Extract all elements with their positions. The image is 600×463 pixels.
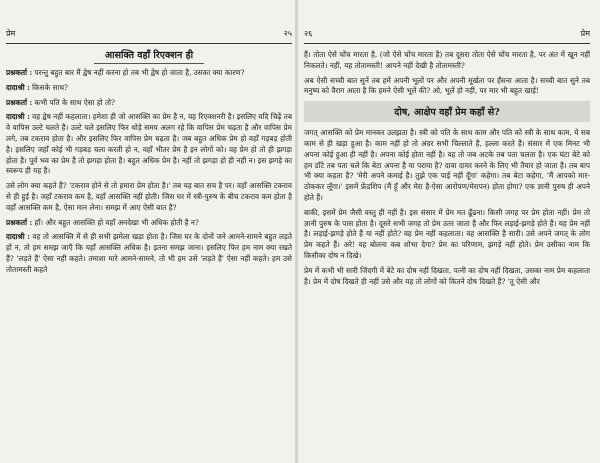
page-header [304,28,590,42]
running-title: प्रेम [580,29,590,38]
dialogue-text: वह तो आसक्ति में से ही सभी झमेला खड़ा होता है। जिस घर के दोनों जने आमने-सामने बहुत लड़ते हों न, तो हम समझ जाएँ कि यहाँ आसक्ति अधिक है। इतना समझ जाना। इसलिए फिर हम नाम क्या रखते हैं? 'लड़ते हैं' ऐसा नहीं कहते। तमाशा मारे आमने-सामने, तो भी हम उसे 'लड़ते हैं' ऐसा नहीं कहते। हम उसे तोतामस्ती कहते [6,232,292,274]
section-title: आसक्ति वहाँ रिएक्शन ही [104,50,194,61]
book-gutter [295,0,298,463]
dialogue-paragraph [6,112,292,177]
body-paragraph: अब ऐसी सच्ची बात सुनें तब हमें अपनी भूलों पर और अपनी मूर्खता पर हँसना आता है। सच्ची बात सुने तब मनुष्य को वैराग आता है कि हमने ऐसी भूलें की? ओ, भूलें हो नहीं, पर मार भी बहुत खाई! [304,75,590,96]
page-header [6,28,292,42]
title-underline [94,63,204,64]
body-paragraph [6,181,292,213]
dialogue-text: हाँ। और बहुत आसक्ति हो वहाँ अनदेखा भी अधिक होती है न? [34,217,199,227]
dialogue-text: किसके साथ? [32,82,68,92]
body-paragraph: हैं। तोता ऐसे चोंच मारता है, (जो ऐसे चोंच मारता है) तब दूसरा तोता ऐसे चोंच मारता है, पर अंत में खून नहीं निकलते। नहीं, यह तोतामस्ती! आपने नहीं देखी है तोतामस्ती? [304,50,590,70]
speaker-label: प्रश्नकर्ता : [6,68,33,77]
dialogue-text: परन्तु बहुत बार मैं द्वेष नहीं करना हो तब भी द्वेष हो जाता है, उसका क्या कारण? [34,68,245,77]
page-number: २५ [283,29,292,38]
paragraph-text: उसे लोग क्या कहते हैं? 'टकराव होने से तो हमारा प्रेम होता है।' तब यह बात सच है पर। वहाँ आसक्ति टकराव से ही हुई है। जहाँ टकराव कम है, वहाँ आसक्ति नहीं होती। जिस घर में स्त्री-पुरुष के बीच टकराव कम होता है वहाँ आसक्ति कम है, ऐसा मान लेना। समझ में आए ऐसी बात है? [6,181,292,212]
running-title: प्रेम [6,29,16,38]
dialogue-paragraph [6,232,292,275]
speaker-label: दादाश्री : [6,112,30,122]
section-title: दोष, आक्षेप वहाँ प्रेम कहाँ से? [304,101,590,122]
speaker-label: दादाश्री : [6,232,30,242]
dialogue-text: कभी पति के साथ ऐसा हो तो? [34,97,115,107]
body-paragraph: प्रेम में कभी भी सारी जिंदगी में बेटे का दोष नहीं दिखता, पत्नी का दोष नहीं दिखता, उसका नाम प्रेम कहलाता है। प्रेम में दोष दिखते ही नहीं उसे और यह तो लोगों को कितने दोष दिखते हैं? 'तू ऐसी और [304,265,590,286]
speaker-label: प्रश्नकर्ता : [6,97,33,107]
right-page [304,0,590,463]
dialogue-paragraph [6,98,292,109]
dialogue-paragraph [6,68,292,79]
left-page [6,0,292,463]
body-paragraph: जगत् आसक्ति को प्रेम मानकर उलझता है। स्त्री को पति के साथ काम और पति को स्त्री के साथ काम, ये सब काम से ही खड़ा हुआ है। काम नहीं हो तो अंदर सभी चिल्लाते हैं, हल्ला करते हैं। संसार में एक मिनट भी अपना कोई हुआ ही नहीं है। अपना कोई होता नहीं है। वह तो जब अटके तब पता चलता है। एक घंटा बेटे को हम डाँटे तब पता चले कि बेटा अपना है या पराया है? दावा दायर करने के लिए भी तैयार हो जाता है। तब बाप भी क्या कहता है? 'मेरी अपने कमाई है। तुझे एक पाई नहीं दूँगा' कहेगा। तब बेटा कहेगा, 'मैं आपको मार-ठोककर लूँगा।' इसमें फ्रेंडशिप (मैं हूँ और मेरा है-ऐसा आरोपण/मेरापन) होता होगा? एक ज्ञानी पुरुष ही अपने होते हैं। [304,128,590,202]
page-number: २६ [304,29,313,38]
speaker-label: दादाश्री : [6,82,30,92]
dialogue-text: वह द्वेष नहीं कहलाता। हमेशा ही जो आसक्ति का प्रेम है न, वह रिएक्शनरी है। इसलिए यदि चिढ़ें तब वे वापिस उल्टे चलते हैं। उल्टे चले इसलिए फिर थोड़े समय अलग रहे कि वापिस प्रेम चढ़ता है और वापिस प्रेम लगे, तब टकराव होता है। और इसलिए फिर वापिस प्रेम चढ़ता है। जब बहुत अधिक प्रेम हो वहाँ गड़बड़ होती है। इसलिए जहाँ कोई भी गड़बड़ चला करती हो न, वहाँ भीतर प्रेम है इन लोगों को। वह प्रेम हो तो ही झगड़ा होता है। पूर्व भव का प्रेम है तो झगड़ा होता है। बहुत अधिक प्रेम है। नहीं तो झगड़ा हो ही नहीं न। इस झगड़े का स्वरूप ही यह है। [6,112,292,176]
body-paragraph: बाकी, इसमें प्रेम जैसी वस्तु ही नहीं है। इस संसार में प्रेम मत ढूँढना। किसी जगह पर प्रेम होता नहीं। प्रेम तो ज्ञानी पुरुष के पास होता है। दूसरे सभी जगह तो प्रेम उतर जाता है और फिर लड़ाई-झगड़े होते हैं। यह प्रेम नहीं है। लड़ाई-झगड़े होते हैं या नहीं होते? वह प्रेम नहीं कहलाता। वह आसक्ति है सारी। उसे अपने जगत् के लोग प्रेम कहते हैं। अरे! वह बोलना कब शोभा देगा? प्रेम का परिणाम, झगड़े नहीं होते। प्रेम उसीका नाम कि किसीका दोष न दिखे। [304,207,590,260]
dialogue-paragraph [6,218,292,229]
header-rule [6,43,292,44]
speaker-label: प्रश्नकर्ता : [6,217,33,227]
dialogue-paragraph [6,83,292,94]
